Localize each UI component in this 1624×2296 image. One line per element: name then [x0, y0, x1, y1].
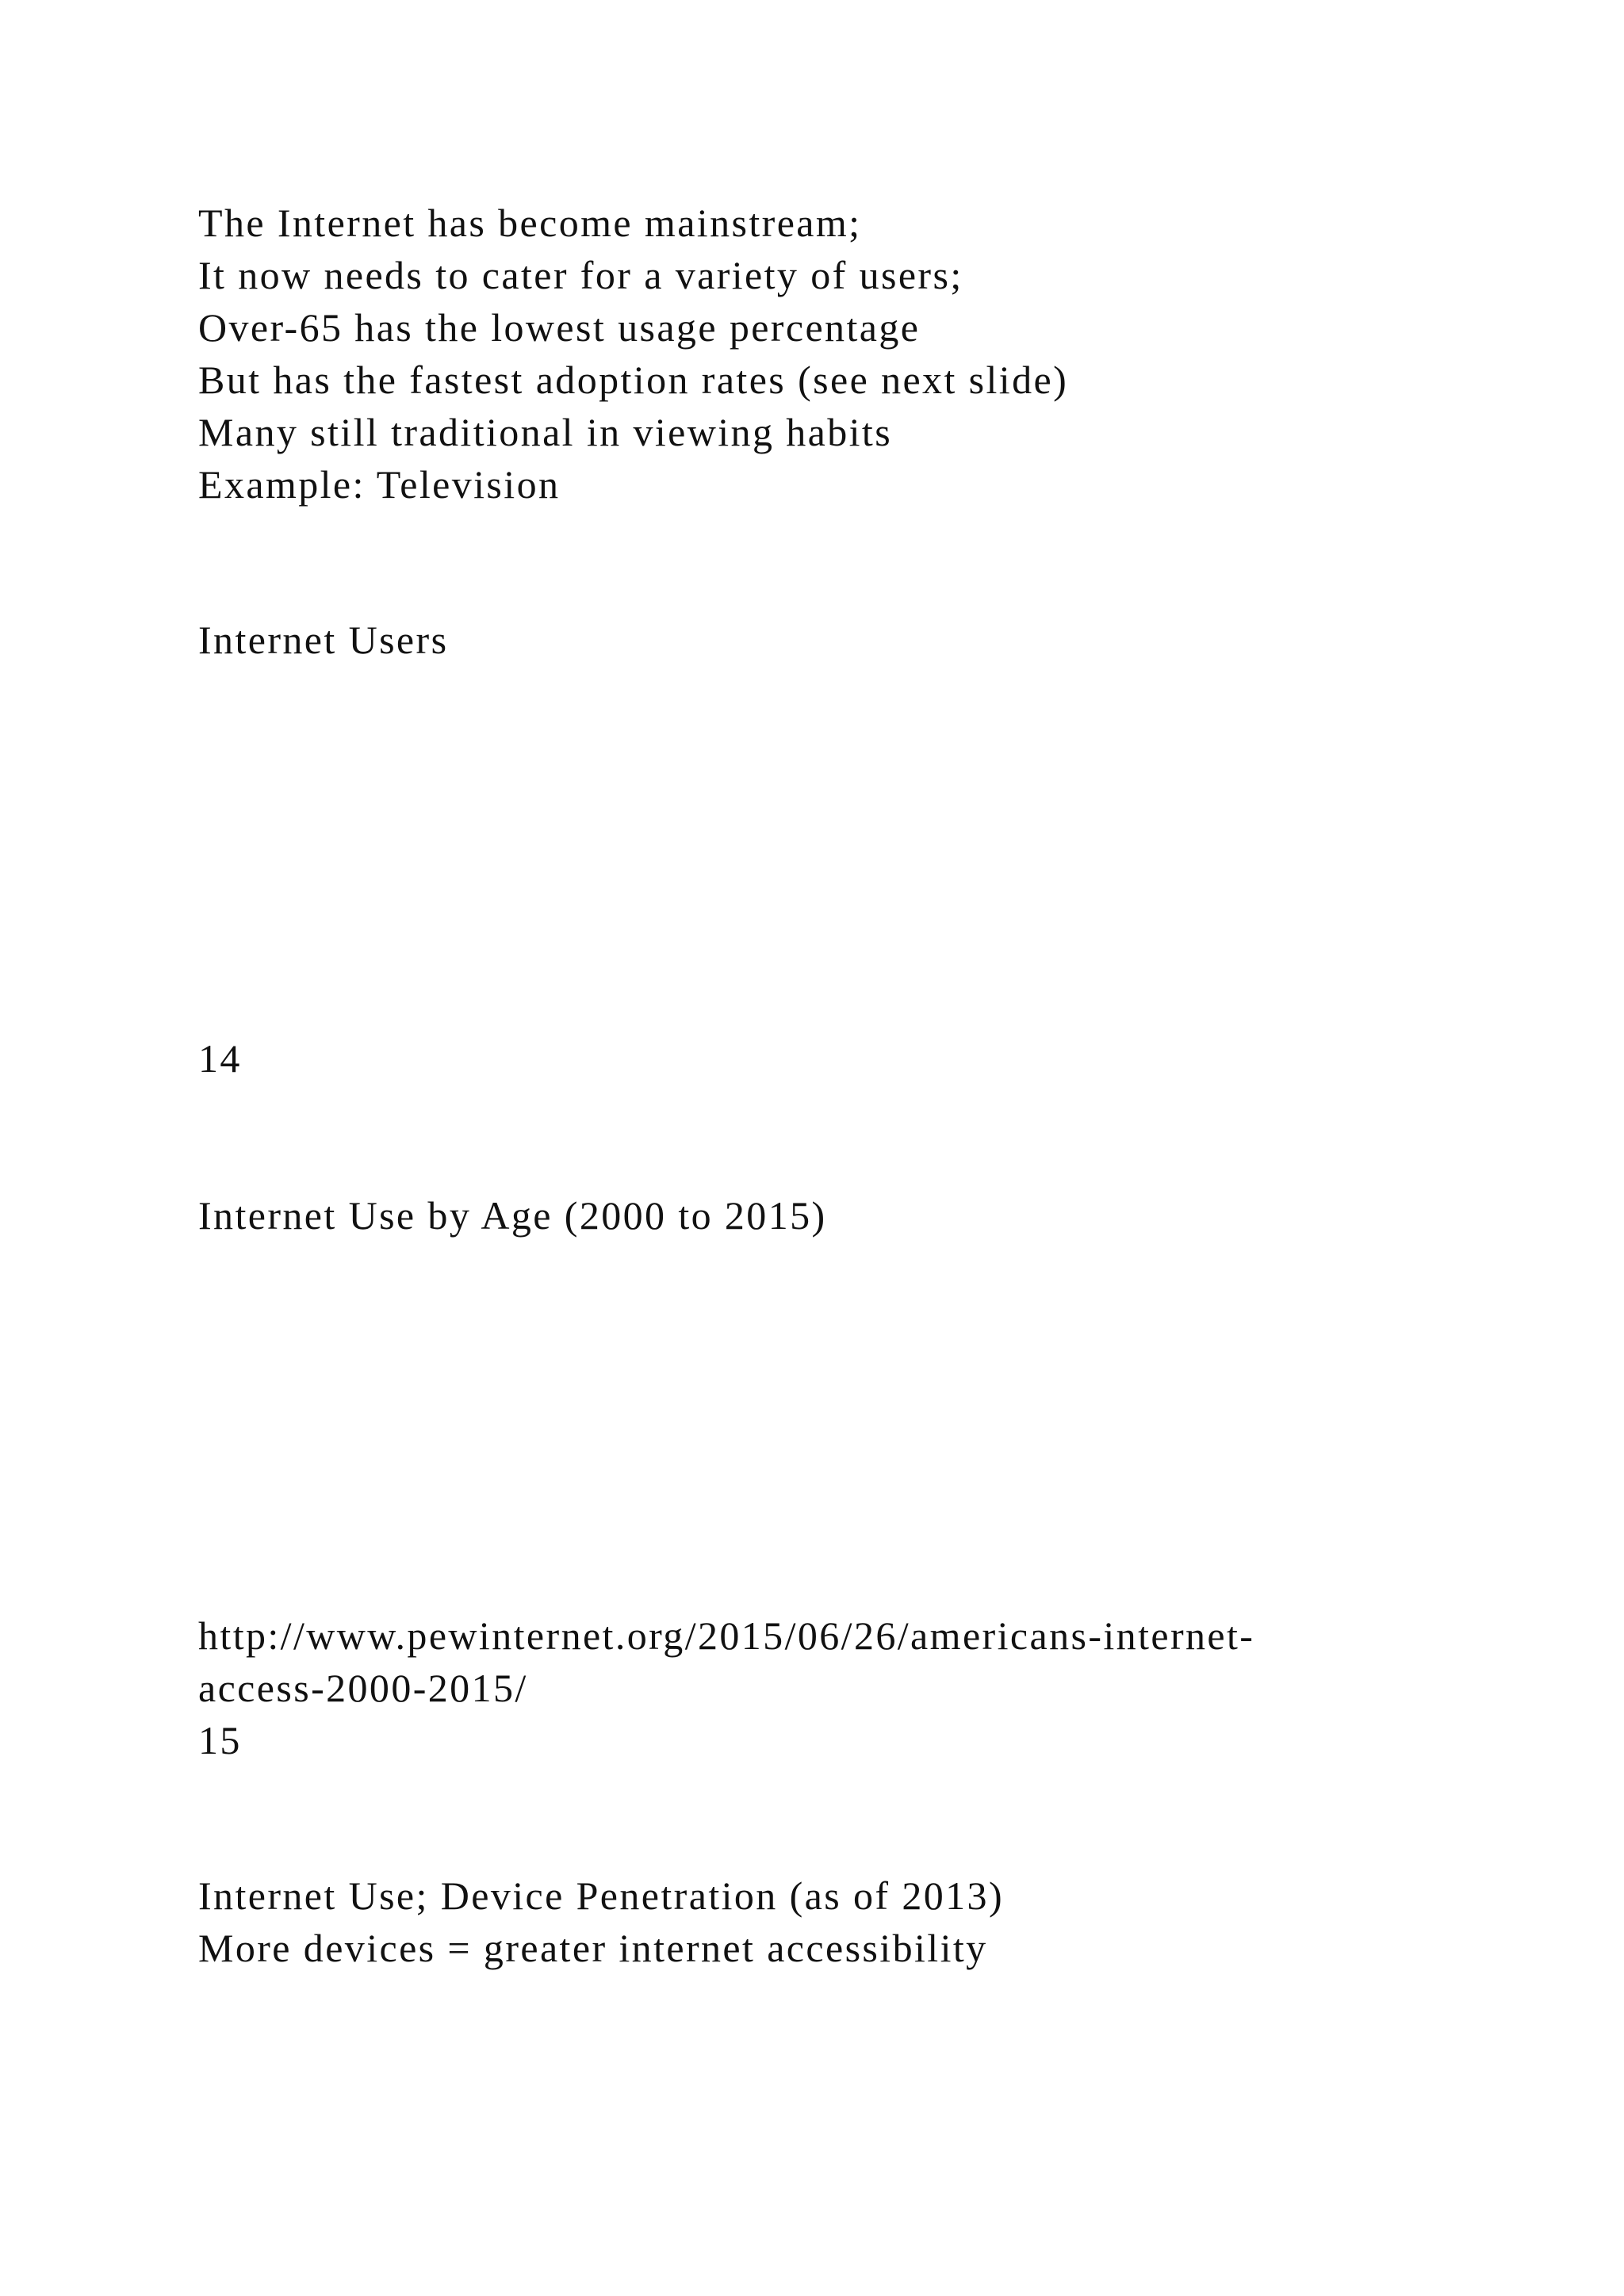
slide-heading: Internet Use by Age (2000 to 2015) [198, 1193, 827, 1238]
source-url-line[interactable]: access-2000-2015/ [198, 1666, 528, 1710]
source-url-line[interactable]: http://www.pewinternet.org/2015/06/26/americans-internet- [198, 1613, 1255, 1658]
text-line: It now needs to cater for a variety of users; [198, 253, 963, 297]
slide-heading: Internet Use; Device Penetration (as of 2013) [198, 1873, 1005, 1918]
page-number-14 [198, 1032, 1546, 1085]
bullet-text-block [198, 197, 1546, 511]
section-heading-internet-users [198, 614, 1546, 666]
source-link-block [198, 1609, 1546, 1766]
text-line: Example: Television [198, 462, 561, 507]
text-line: But has the fastest adoption rates (see next slide) [198, 358, 1069, 402]
slide-heading: Internet Users [198, 618, 449, 662]
slide-subheading: More devices = greater internet accessibility [198, 1926, 988, 1970]
text-line: The Internet has become mainstream; [198, 201, 862, 245]
page-number: 15 [198, 1718, 242, 1762]
text-line: Over-65 has the lowest usage percentage [198, 305, 921, 350]
text-line: Many still traditional in viewing habits [198, 410, 893, 454]
section-heading-internet-use-by-age [198, 1189, 1546, 1242]
page-number: 14 [198, 1036, 242, 1081]
section-heading-device-penetration [198, 1869, 1546, 1974]
